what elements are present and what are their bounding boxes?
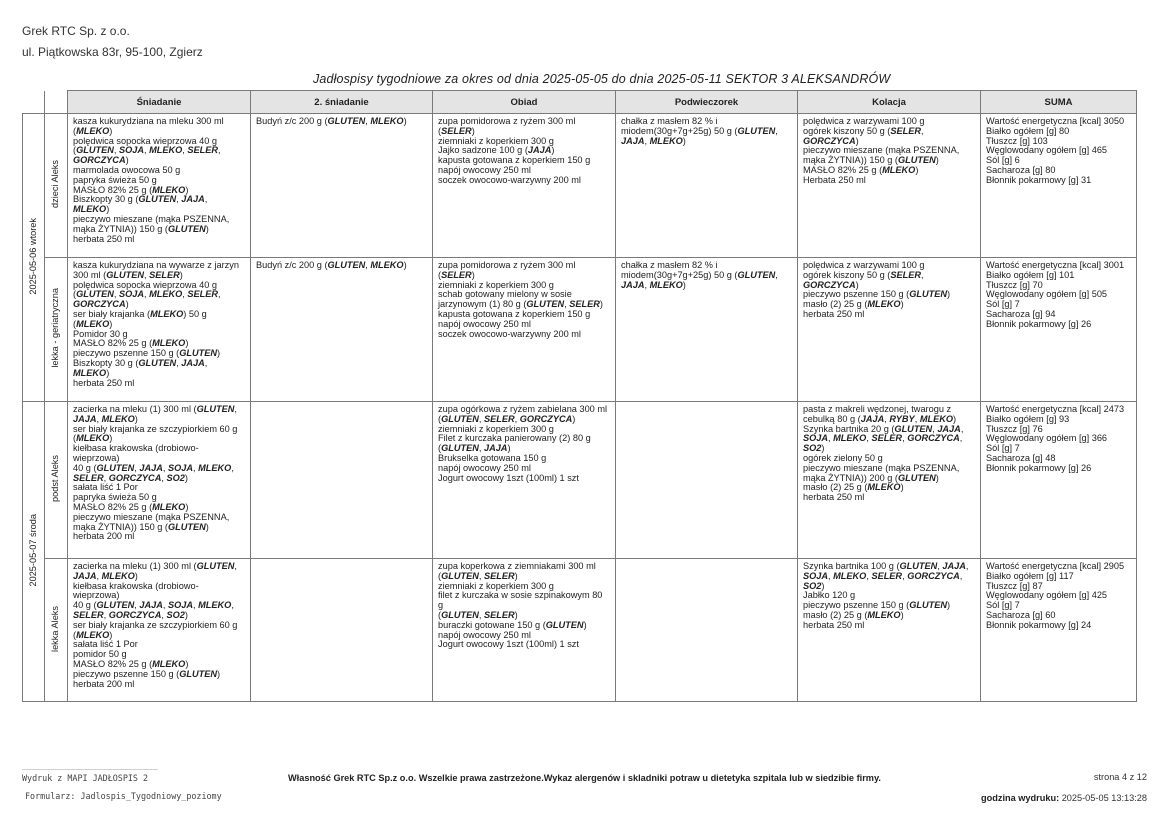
meal-cell-sniadanie: zacierka na mleku (1) 300 ml (GLUTEN, JAJA, MLEKO) ser biały krajanka ze szczypiorkiem 60 g (MLEKO) kiełbasa krakowska (drobiowo-wieprzowa) 40 g (GLUTEN, JAJA, SOJA, MLEKO, SELER, GORCZYCA, SO2) sałata liść 1 Por papryka świeża 50 g MASŁO 82% 25 g (MLEKO) pieczywo mieszane (mąka PSZENNA, mąka ŻYTNIA)) 150 g (GLUTEN) herbata 200 ml [68, 402, 251, 559]
diet-label: podst Aleks [50, 455, 61, 503]
meal-cell-sniadanie: zacierka na mleku (1) 300 ml (GLUTEN, JAJA, MLEKO) kiełbasa krakowska (drobiowo-wieprzowa) 40 g (GLUTEN, JAJA, SOJA, MLEKO, SELER, GORCZYCA, SO2) ser biały krajanka ze szczypiorkiem 60 g (MLEKO) sałata liść 1 Por pomidor 50 g MASŁO 82% 25 g (MLEKO) pieczywo pszenne 150 g (GLUTEN) herbata 200 ml [68, 559, 251, 702]
diet-label: lekka - geriatryczna [50, 288, 61, 368]
nutrition-summary-cell: Wartość energetyczna [kcal] 3001 Białko ogółem [g] 101 Tłuszcz [g] 70 Węglowodany ogółem [g] 505 Sól [g] 7 Sacharoza [g] 94 Błonnik pokarmowy [g] 26 [981, 258, 1137, 402]
meal-cell-obiad: zupa pomidorowa z ryżem 300 ml (SELER) ziemniaki z koperkiem 300 g Jajko sadzone 100 g (JAJA) kapusta gotowana z koperkiem 150 g napój owocowy 250 ml soczek owocowo-warzywny 200 ml [433, 114, 616, 258]
header-blank-diet [45, 91, 68, 114]
diet-label-cell [45, 114, 68, 258]
col-header-sniadanie: Śniadanie [68, 91, 251, 114]
header-row [23, 91, 1137, 114]
meal-cell-podwieczorek: chałka z masłem 82 % i miodem(30g+7g+25g) 50 g (GLUTEN, JAJA, MLEKO) [616, 114, 798, 258]
table-row [23, 559, 1137, 702]
diet-label-cell [45, 258, 68, 402]
col-header-kolacja: Kolacja [798, 91, 981, 114]
company-name: Grek RTC Sp. z o.o. [22, 24, 130, 38]
col-header-obiad: Obiad [433, 91, 616, 114]
meal-cell-sniadanie: kasza kukurydziana na wywarze z jarzyn 300 ml (GLUTEN, SELER) polędwica sopocka wieprzowa 40 g (GLUTEN, SOJA, MLEKO, SELER, GORCZYCA) ser biały krajanka (MLEKO) 50 g (MLEKO) Pomidor 30 g MASŁO 82% 25 g (MLEKO) pieczywo pszenne 150 g (GLUTEN) Biszkopty 30 g (GLUTEN, JAJA, MLEKO) herbata 250 ml [68, 258, 251, 402]
meal-cell-kolacja: polędwica z warzywami 100 g ogórek kiszony 50 g (SELER, GORCZYCA) pieczywo mieszane (mąka PSZENNA, mąka ŻYTNIA)) 150 g (GLUTEN) MASŁO 82% 25 g (MLEKO) Herbata 250 ml [798, 114, 981, 258]
day-label: 2025-05-06 wtorek [27, 217, 38, 295]
footer-page-number: strona 4 z 12 [1093, 772, 1147, 782]
meal-cell-drugie-sniadanie [251, 559, 433, 702]
meal-cell-sniadanie: kasza kukurydziana na mleku 300 ml (MLEKO) polędwica sopocka wieprzowa 40 g (GLUTEN, SOJA, MLEKO, SELER, GORCZYCA) marmolada owocowa 50 g papryka świeża 50 g MASŁO 82% 25 g (MLEKO) Biszkopty 30 g (GLUTEN, JAJA, MLEKO) pieczywo mieszane (mąka PSZENNA, mąka ŻYTNIA)) 150 g (GLUTEN) herbata 250 ml [68, 114, 251, 258]
header-blank-day [23, 91, 45, 114]
day-label: 2025-05-07 środa [27, 513, 38, 587]
diet-label-cell [45, 402, 68, 559]
table-row [23, 402, 1137, 559]
meal-cell-podwieczorek: chałka z masłem 82 % i miodem(30g+7g+25g) 50 g (GLUTEN, JAJA, MLEKO) [616, 258, 798, 402]
table-row [23, 114, 1137, 258]
meal-cell-obiad: zupa koperkowa z ziemniakami 300 ml (GLUTEN, SELER) ziemniaki z koperkiem 300 g filet z kurczaka w sosie szpinakowym 80 g (GLUTEN, SELER) buraczki gotowane 150 g (GLUTEN) napój owocowy 250 ml Jogurt owocowy 1szt (100ml) 1 szt [433, 559, 616, 702]
footer-print-time [981, 793, 1147, 803]
col-header-suma: SUMA [981, 91, 1137, 114]
meal-cell-podwieczorek [616, 402, 798, 559]
menu-title: Jadłospisy tygodniowe za okres od dnia 2025-05-05 do dnia 2025-05-11 SEKTOR 3 ALEKSANDRÓW [313, 72, 891, 86]
nutrition-summary-cell: Wartość energetyczna [kcal] 2905 Białko ogółem [g] 117 Tłuszcz [g] 87 Węglowodany ogółem [g] 425 Sól [g] 7 Sacharoza [g] 60 Błonnik pokarmowy [g] 24 [981, 559, 1137, 702]
col-header-podwieczorek: Podwieczorek [616, 91, 798, 114]
meal-cell-obiad: zupa ogórkowa z ryżem zabielana 300 ml (GLUTEN, SELER, GORCZYCA) ziemniaki z koperkiem 300 g Filet z kurczaka panierowany (2) 80 g (GLUTEN, JAJA) Brukselka gotowana 150 g napój owocowy 250 ml Jogurt owocowy 1szt (100ml) 1 szt [433, 402, 616, 559]
footer-print-label: godzina wydruku: [981, 793, 1060, 803]
col-header-drugie-sniadanie: 2. śniadanie [251, 91, 433, 114]
diet-label: dzieci Aleks [50, 160, 61, 209]
meal-cell-kolacja: polędwica z warzywami 100 g ogórek kiszony 50 g (SELER, GORCZYCA) pieczywo pszenne 150 g (GLUTEN) masło (2) 25 g (MLEKO) herbata 250 ml [798, 258, 981, 402]
meal-cell-podwieczorek [616, 559, 798, 702]
meal-cell-drugie-sniadanie: Budyń z/c 200 g (GLUTEN, MLEKO) [251, 258, 433, 402]
meal-cell-kolacja: Szynka bartnika 100 g (GLUTEN, JAJA, SOJA, MLEKO, SELER, GORCZYCA, SO2) Jabłko 120 g pieczywo pszenne 150 g (GLUTEN) masło (2) 25 g (MLEKO) herbata 250 ml [798, 559, 981, 702]
footer-copyright: Własność Grek RTC Sp.z o.o. Wszelkie prawa zastrzeżone.Wykaz alergenów i skladniki potraw u dietetyka szpitala lub w siedzibie firmy. [288, 773, 881, 783]
day-label-cell [23, 402, 45, 702]
footer-print-value: 2025-05-05 13:13:28 [1061, 793, 1147, 803]
diet-label-cell [45, 559, 68, 702]
weekly-menu-table [22, 90, 1137, 702]
footer-print-source: Wydruk z MAPI JADŁOSPIS 2 [22, 773, 149, 783]
day-label-cell [23, 114, 45, 402]
meal-cell-obiad: zupa pomidorowa z ryżem 300 ml (SELER) ziemniaki z koperkiem 300 g schab gotowany mielony w sosie jarzynowym (1) 80 g (GLUTEN, SELER) kapusta gotowana z koperkiem 150 g napój owocowy 250 ml soczek owocowo-warzywny 200 ml [433, 258, 616, 402]
company-address: ul. Piątkowska 83r, 95-100, Zgierz [22, 45, 203, 59]
footer-form-name: Formularz: Jadlospis_Tygodniowy_poziomy [25, 791, 222, 801]
footer-divider [22, 769, 158, 770]
meal-cell-kolacja: pasta z makreli wędzonej, twarogu z cebulką 80 g (JAJA, RYBY, MLEKO) Szynka bartnika 20 g (GLUTEN, JAJA, SOJA, MLEKO, SELER, GORCZYCA, SO2) ogórek zielony 50 g pieczywo mieszane (mąka PSZENNA, mąka ŻYTNIA)) 200 g (GLUTEN) masło (2) 25 g (MLEKO) herbata 250 ml [798, 402, 981, 559]
meal-cell-drugie-sniadanie: Budyń z/c 200 g (GLUTEN, MLEKO) [251, 114, 433, 258]
meal-cell-drugie-sniadanie [251, 402, 433, 559]
diet-label: lekka Aleks [50, 605, 61, 652]
nutrition-summary-cell: Wartość energetyczna [kcal] 3050 Białko ogółem [g] 80 Tłuszcz [g] 103 Węglowodany ogółem [g] 465 Sól [g] 6 Sacharoza [g] 80 Błonnik pokarmowy [g] 31 [981, 114, 1137, 258]
nutrition-summary-cell: Wartość energetyczna [kcal] 2473 Białko ogółem [g] 93 Tłuszcz [g] 76 Węglowodany ogółem [g] 366 Sól [g] 7 Sacharoza [g] 48 Błonnik pokarmowy [g] 26 [981, 402, 1137, 559]
table-row [23, 258, 1137, 402]
